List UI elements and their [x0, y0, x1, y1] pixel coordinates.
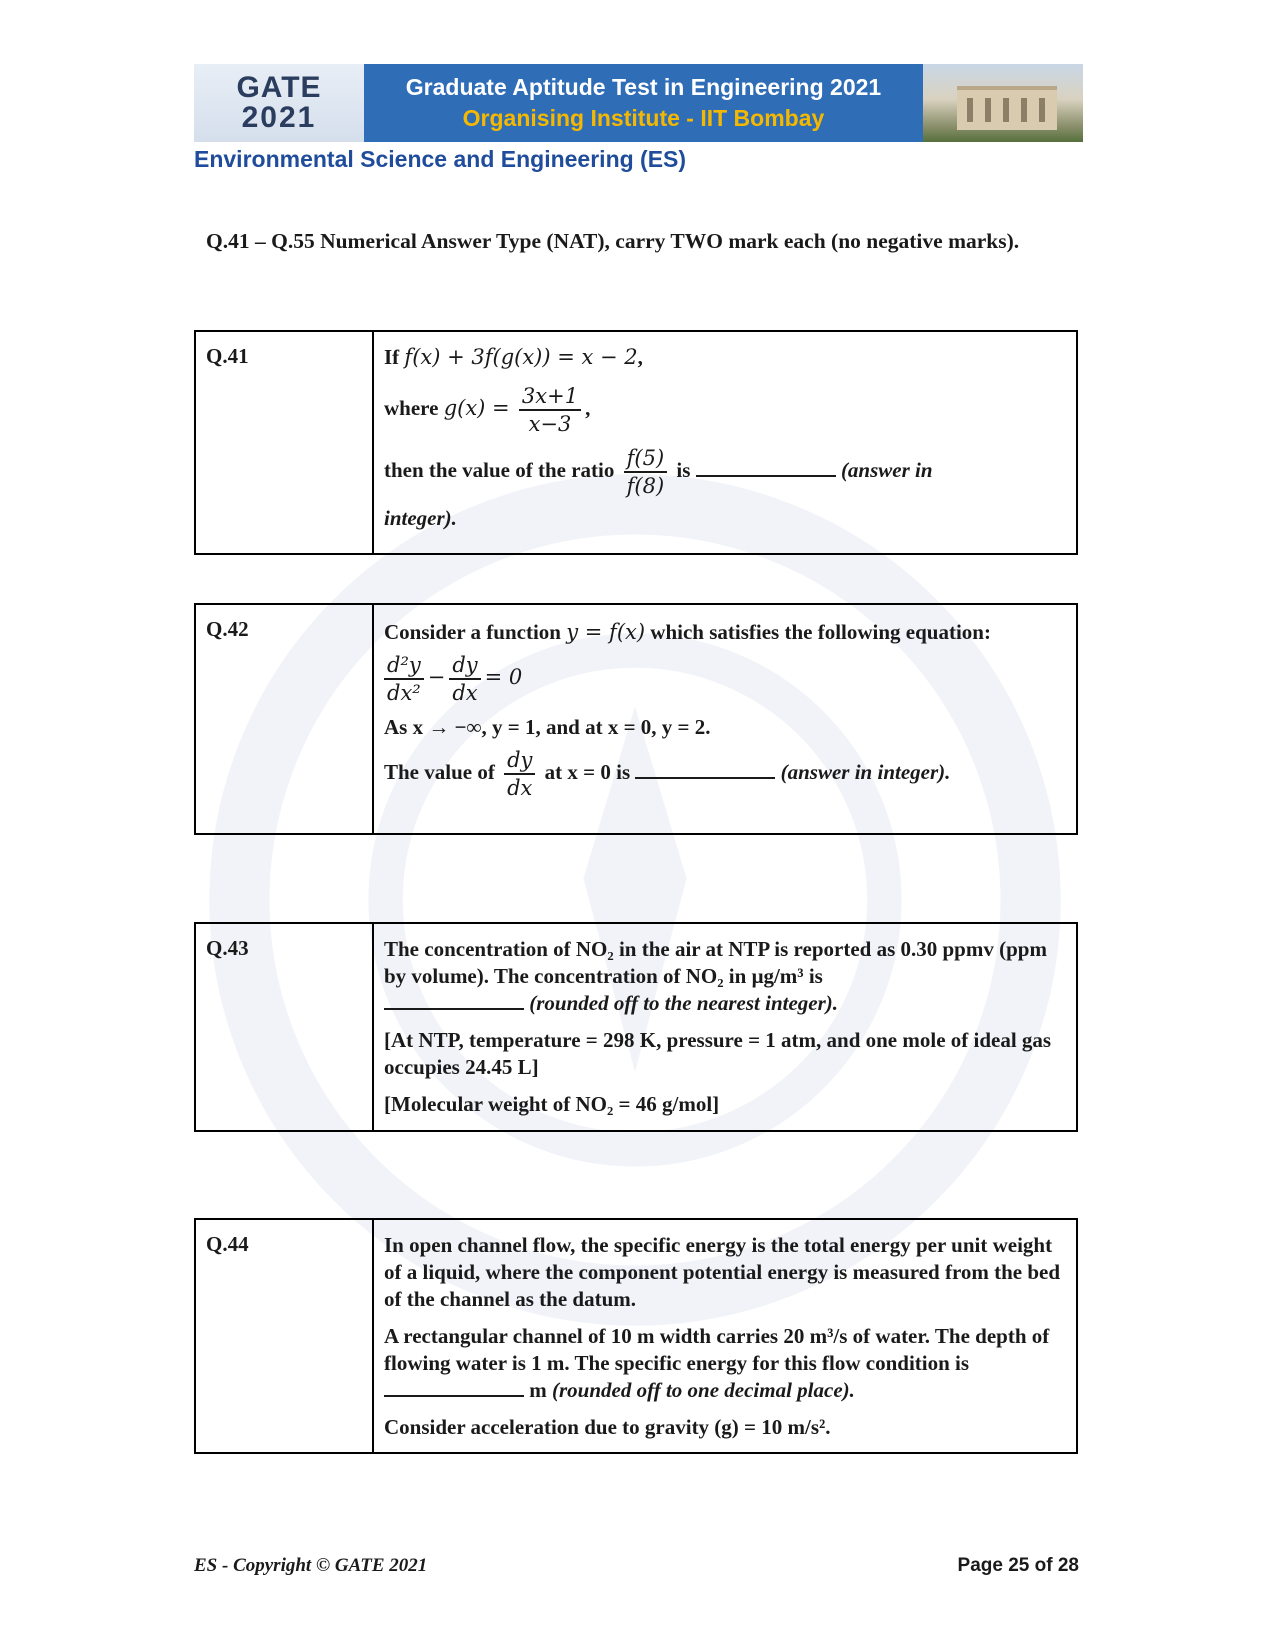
q42-conditions: As x → −∞, y = 1, and at x = 0, y = 2.	[384, 715, 711, 739]
page-number: Page 25 of 28	[957, 1555, 1079, 1576]
section-heading: Q.41 – Q.55 Numerical Answer Type (NAT), carry TWO mark each (no negative marks).	[206, 229, 1020, 253]
answer-blank	[696, 457, 836, 477]
logo-line2: 2021	[241, 101, 317, 134]
subject-title: Environmental Science and Engineering (ES)	[194, 146, 687, 172]
question-number: Q.41	[196, 332, 374, 553]
question-q41	[194, 330, 1078, 555]
q42-differential-equation: $\frac{\text{d²y}}{\text{dx²}}$ − $\frac{dy}{dx}$ = 0	[384, 652, 1066, 706]
logo-line1: GATE	[236, 71, 322, 104]
q44-paragraph2: A rectangular channel of 10 m width carries 20 m³/s of water. The depth of flowing water is 1 m. The specific energy for this flow condition is m (rounded off to one decimal place).	[384, 1324, 1050, 1402]
answer-blank	[384, 990, 524, 1010]
question-body	[374, 1220, 1076, 1452]
question-number: Q.44	[196, 1220, 374, 1452]
question-q43	[194, 922, 1078, 1132]
q44-paragraph1: In open channel flow, the specific energy is the total energy per unit weight of a liquid, where the component potential energy is measured from the bed of the channel as the datum.	[384, 1233, 1061, 1311]
question-q44	[194, 1218, 1078, 1454]
q43-paragraph2: [At NTP, temperature = 298 K, pressure = 1 atm, and one mole of ideal gas occupies 24.45 L]	[384, 1028, 1052, 1079]
footer-copyright: ES - Copyright © GATE 2021	[194, 1555, 428, 1576]
campus-building-image	[923, 64, 1083, 142]
question-body	[374, 605, 1076, 833]
q44-paragraph3: Consider acceleration due to gravity (g) = 10 m/s².	[384, 1415, 831, 1439]
watermark-emblem	[205, 470, 1065, 1330]
q41-line3: then the value of the ratio $\frac{f(5)}{f(8)}$ is (answer in	[384, 446, 933, 498]
q41-ratio-fraction: $\frac{f(5)}{f(8)}$	[624, 445, 668, 499]
q41-line1: If f(x) + 3f(g(x)) = x − 2,	[384, 345, 643, 369]
header-banner	[194, 64, 1083, 142]
q42-line1: Consider a function y = f(x) which satisfies the following equation:	[384, 620, 991, 644]
q43-paragraph3: [Molecular weight of NO₂ = 46 g/mol]	[384, 1092, 720, 1116]
q43-paragraph1: The concentration of NO₂ in the air at NTP is reported as 0.30 ppmv (ppm by volume). The concentration of NO₂ in μg/m³ is (rounded off to the nearest integer).	[384, 937, 1047, 1015]
banner-subtitle: Organising Institute - IIT Bombay	[462, 105, 825, 131]
question-q42	[194, 603, 1078, 835]
q41-line2: where g(x) = $\frac{3x+1}{x-3}$ ,	[384, 384, 591, 436]
question-number: Q.43	[196, 924, 374, 1130]
answer-blank	[384, 1377, 524, 1397]
banner-text	[364, 64, 923, 142]
building-shape	[957, 86, 1057, 130]
banner-title: Graduate Aptitude Test in Engineering 2021	[405, 74, 882, 100]
q41-line4: integer).	[384, 506, 457, 530]
gate-logo	[194, 64, 364, 142]
q41-equation: f(x) + 3f(g(x)) = x − 2	[404, 345, 638, 369]
answer-blank	[635, 759, 775, 779]
question-body	[374, 332, 1076, 553]
question-number: Q.42	[196, 605, 374, 833]
question-body	[374, 924, 1076, 1130]
q42-line4: The value of $\frac{dy}{dx}$ at x = 0 is (answer in integer).	[384, 748, 951, 800]
q41-g-fraction: $\frac{3x+1}{x-3}$	[519, 383, 581, 437]
